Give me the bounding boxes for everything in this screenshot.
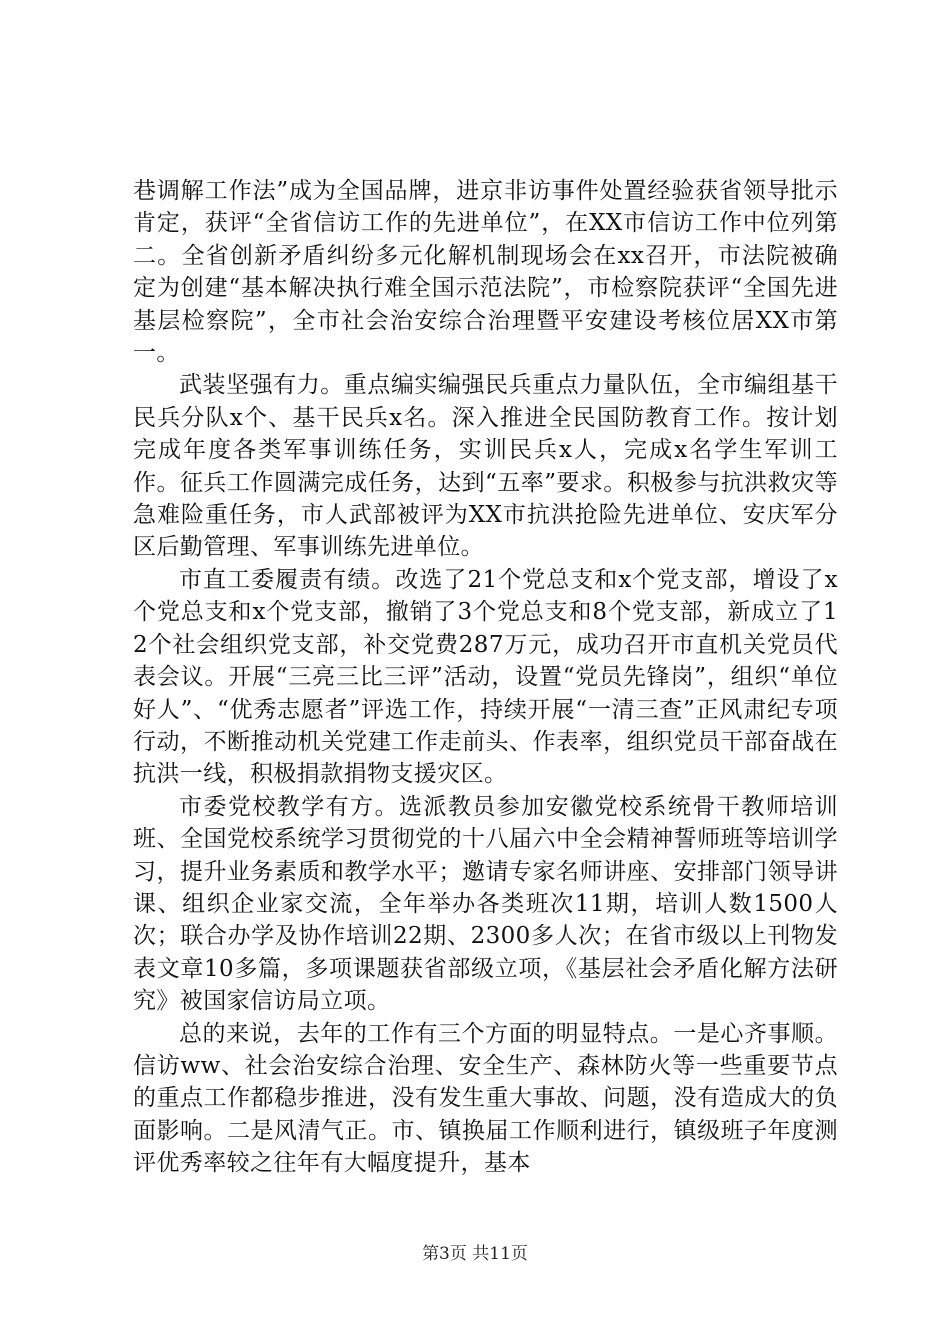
paragraph-work-committee: 市直工委履责有绩。改选了21个党总支和x个党支部，增设了x个党总支和x个党支部，撤销了3个党总支和8个党支部，新成立了12个社会组织党支部，补交党费287万元，成功召开市直机关党员代表会议。开展“三亮三比三评”活动，设置“党员先锋岗”，组织“单位好人”、“优秀志愿者”评选工作，持续开展“一清三查”正风肃纪专项行动，不断推动机关党建工作走前头、作表率，组织党员干部奋战在抗洪一线，积极捐款捐物支援灾区。 bbox=[133, 566, 838, 788]
document-body bbox=[133, 175, 838, 1180]
paragraph-armed-forces: 武装坚强有力。重点编实编强民兵重点力量队伍，全市编组基干民兵分队x个、基干民兵x名。深入推进全民国防教育工作。按计划完成年度各类军事训练任务，实训民兵x人，完成x名学生军训工作。征兵工作圆满完成任务，达到“五率”要求。积极参与抗洪救灾等急难险重任务，市人武部被评为XX市抗洪抢险先进单位、安庆军分区后勤管理、军事训练先进单位。 bbox=[133, 372, 838, 561]
paragraph-continuation: 巷调解工作法”成为全国品牌，进京非访事件处置经验获省领导批示肯定，获评“全省信访工作的先进单位”，在XX市信访工作中位列第二。全省创新矛盾纠纷多元化解机制现场会在xx召开，市法院被确定为创建“基本解决执行难全国示范法院”，市检察院获评“全国先进基层检察院”，全市社会治安综合治理暨平安建设考核位居XX市第一。 bbox=[133, 178, 838, 367]
page-number-footer: 第3页 共11页 bbox=[422, 1244, 528, 1264]
paragraph-summary: 总的来说，去年的工作有三个方面的明显特点。一是心齐事顺。信访ww、社会治安综合治理、安全生产、森林防火等一些重要节点的重点工作都稳步推进，没有发生重大事故、问题，没有造成大的负面影响。二是风清气正。市、镇换届工作顺利进行，镇级班子年度测评优秀率较之往年有大幅度提升，基本 bbox=[133, 1020, 838, 1177]
paragraph-party-school: 市委党校教学有方。选派教员参加安徽党校系统骨干教师培训班、全国党校系统学习贯彻党的十八届六中全会精神誓师班等培训学习，提升业务素质和教学水平；邀请专家名师讲座、安排部门领导讲课、组织企业家交流，全年举办各类班次11期，培训人数1500人次；联合办学及协作培训22期、2300多人次；在省市级以上刊物发表文章10多篇，多项课题获省部级立项，《基层社会矛盾化解方法研究》被国家信访局立项。 bbox=[133, 793, 838, 1015]
